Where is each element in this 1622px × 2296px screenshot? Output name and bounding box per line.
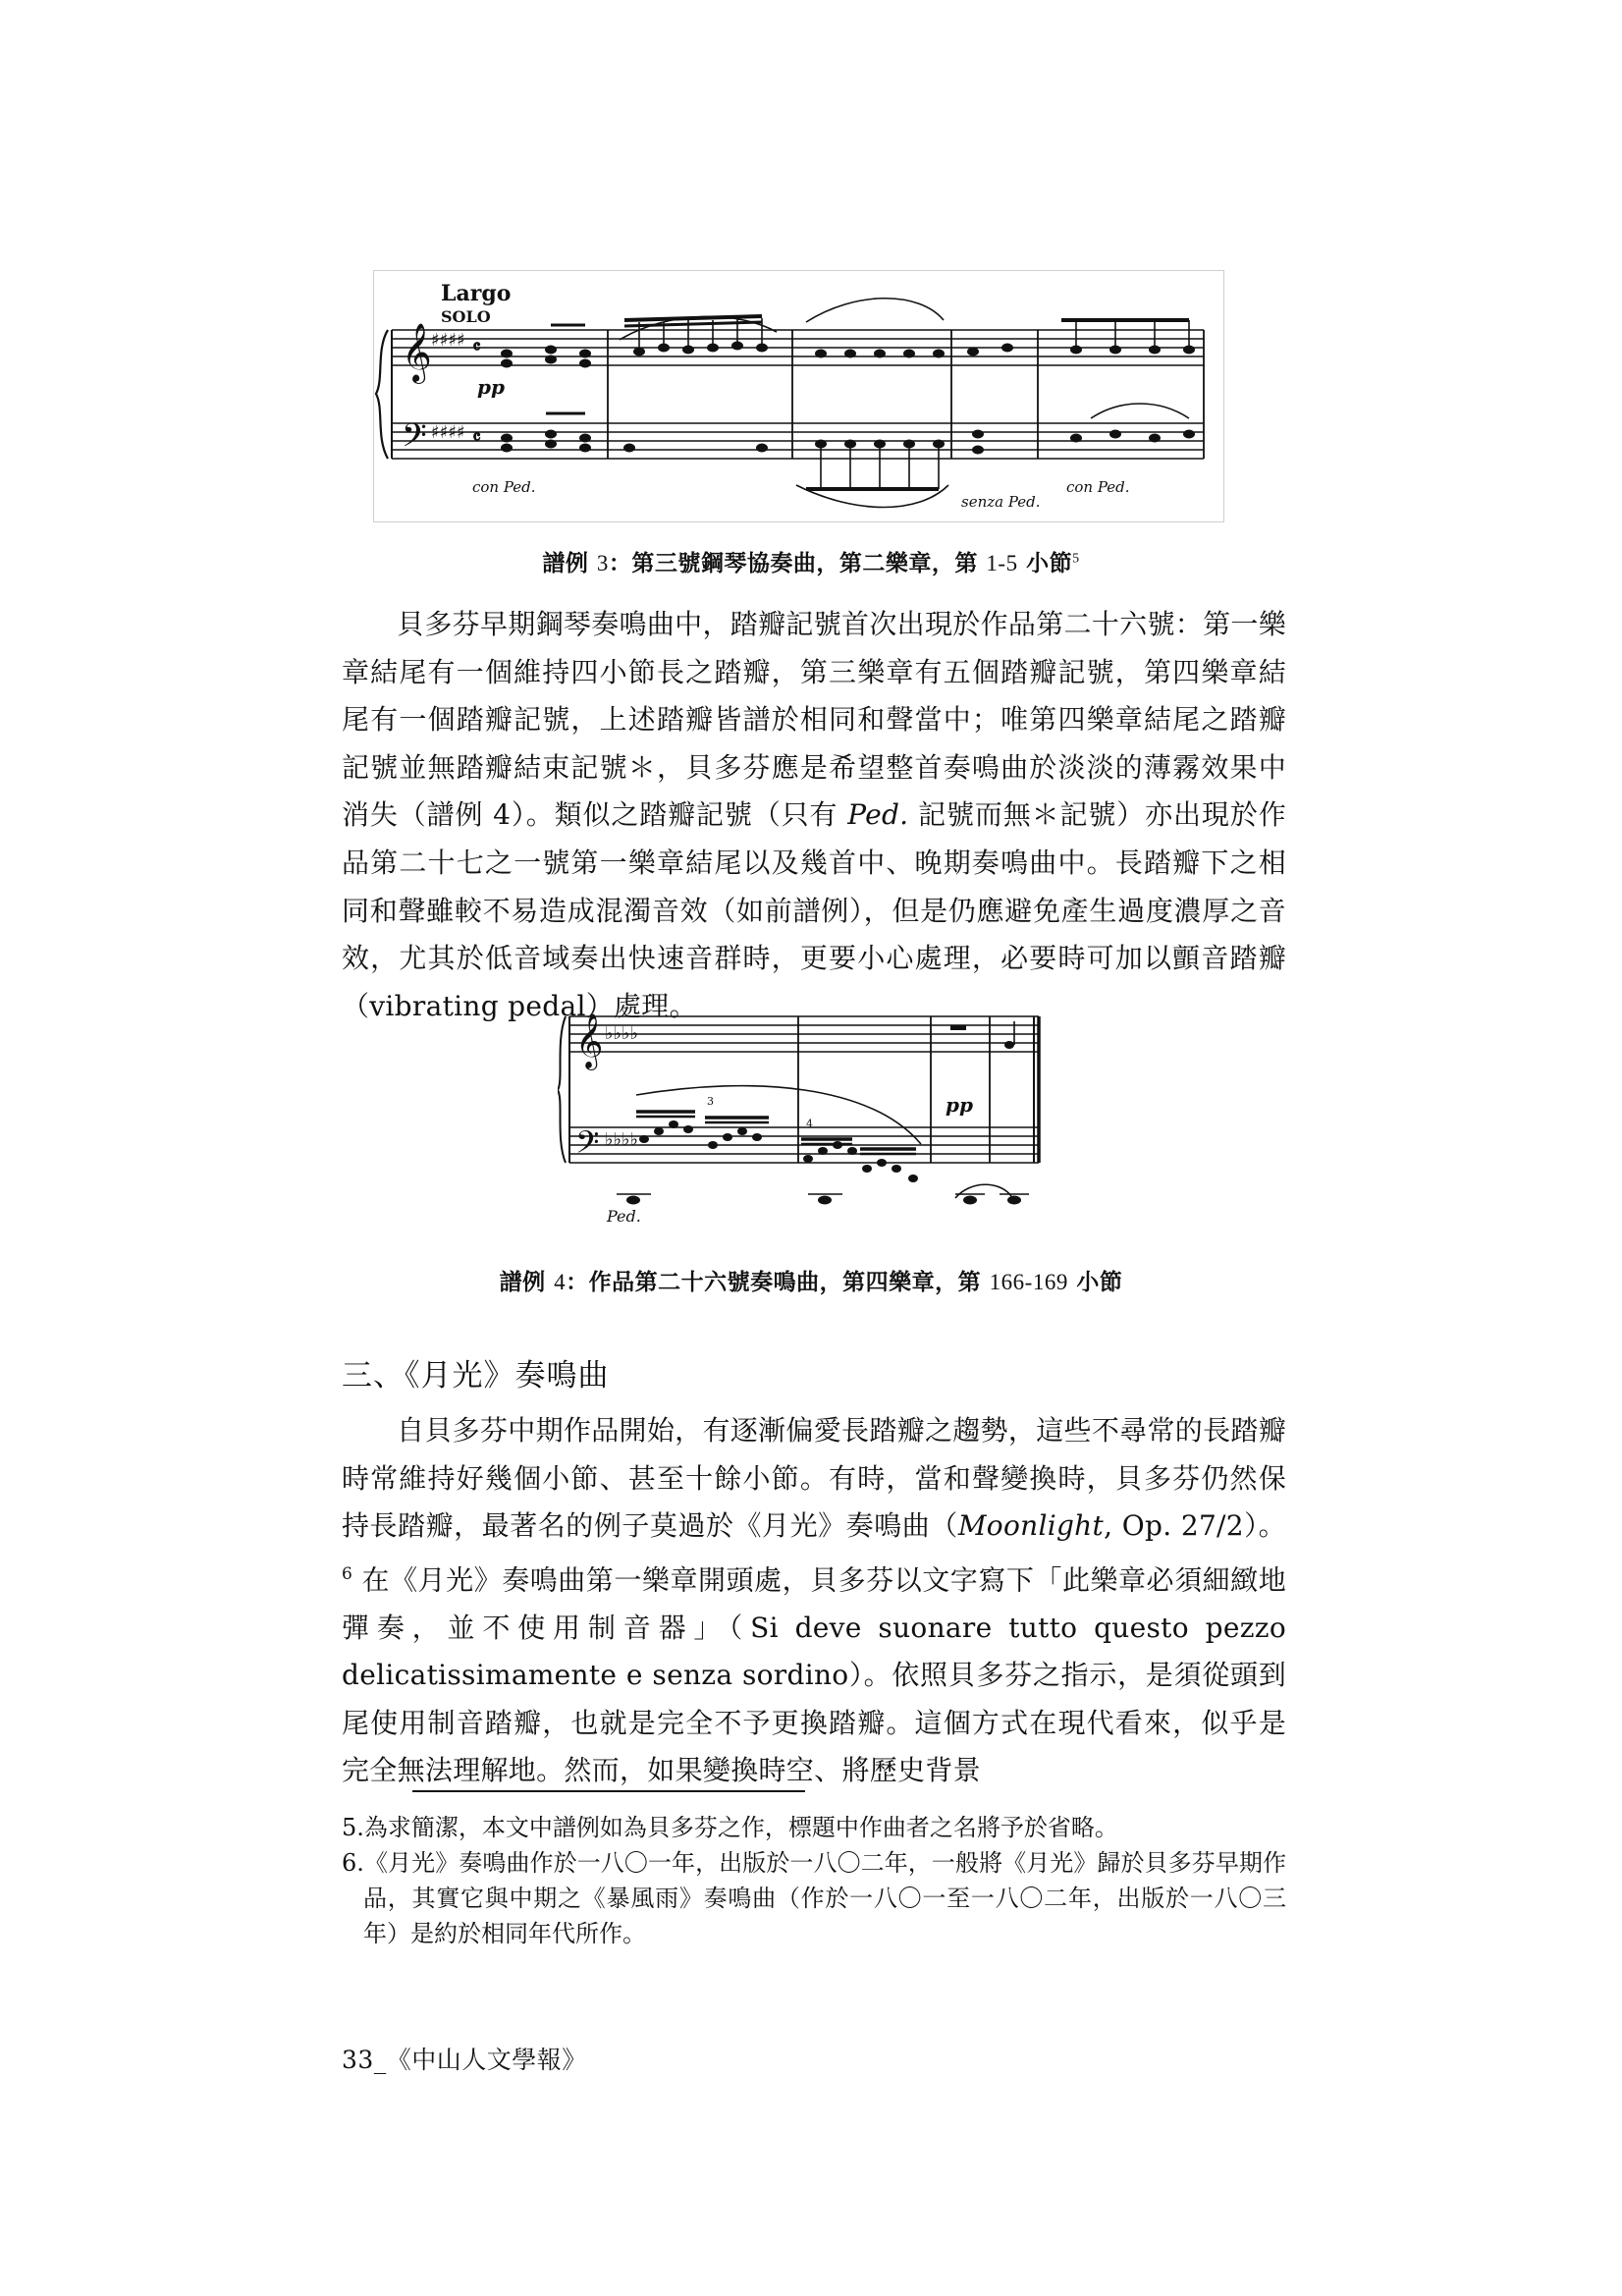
- svg-text:𝄞: 𝄞: [575, 1013, 604, 1068]
- caption-unit: 小節: [1026, 551, 1073, 576]
- footnote-ref: 6: [342, 1563, 353, 1584]
- caption-text: ：第三號鋼琴協奏曲，第二樂章，第: [608, 551, 978, 576]
- work-title: Moonlight: [957, 1509, 1105, 1543]
- caption-label: 譜例: [542, 551, 589, 576]
- score-image-example-4: [558, 1002, 1049, 1228]
- dynamic-marking: pp: [477, 375, 505, 399]
- pedal-term: Ped.: [847, 798, 909, 832]
- paragraph-text: 在《月光》奏鳴曲第一樂章開頭處，貝多芬以文字寫下「此樂章必須細緻地彈奏，並不使用制音器」（Si deve suonare tutto questo pezzo delicatissimamente e senza sordino）。依照貝多芬之指示，是須從頭到尾使用制音踏瓣，也就是完全不予更換踏瓣。這個方式在現代看來，似乎是完全無法理解地。然而，如果變換時空、將歷史背景: [342, 1563, 1286, 1787]
- score-image-example-3: [374, 271, 1223, 521]
- svg-text:♯♯♯♯: ♯♯♯♯: [431, 330, 465, 351]
- svg-text:♯♯♯♯: ♯♯♯♯: [431, 422, 465, 443]
- caption-range: 166-169: [989, 1270, 1068, 1294]
- fingering-1: 3: [707, 1095, 714, 1108]
- footnotes: [342, 1810, 1286, 1951]
- pedal-marking: Ped.: [607, 1207, 641, 1226]
- music-example-4: [558, 1002, 1049, 1228]
- svg-text:♭♭♭♭: ♭♭♭♭: [605, 1129, 638, 1150]
- svg-text:𝄞: 𝄞: [402, 323, 432, 382]
- footnote-divider: [412, 1790, 805, 1792]
- svg-text:𝄴: 𝄴: [472, 425, 481, 449]
- caption-number: 4: [554, 1270, 567, 1294]
- figure-caption-4: [0, 1264, 1622, 1296]
- fingering-2: 4: [806, 1118, 813, 1130]
- section-heading: 三、《月光》奏鳴曲: [342, 1358, 610, 1394]
- footnote-5: 5.為求簡潔，本文中譜例如為貝多芬之作，標題中作曲者之名將予於省略。: [342, 1814, 1118, 1841]
- caption-range: 1-5: [986, 551, 1018, 575]
- caption-unit: 小節: [1076, 1270, 1123, 1295]
- dynamic-marking: pp: [946, 1093, 973, 1117]
- svg-text:𝄢: 𝄢: [575, 1124, 600, 1168]
- footnote-6: 6.《月光》奏鳴曲作於一八〇一年，出版於一八〇二年，一般將《月光》歸於貝多芬早期作品，其實它與中期之《暴風雨》奏鳴曲（作於一八〇一至一八〇二年，出版於一八〇三年）是約於相同年代所作。: [342, 1849, 1286, 1947]
- caption-number: 3: [596, 551, 609, 575]
- paragraph-text: 自貝多芬中期作品開始，有逐漸偏愛長踏瓣之趨勢，這些不尋常的長踏瓣時常維持好幾個小節、甚至十餘小節。有時，當和聲變換時，貝多芬仍然保持長踏瓣，最著名的例子莫過於《月光》奏鳴曲（: [342, 1414, 1286, 1543]
- caption-label: 譜例: [499, 1270, 546, 1295]
- svg-text:𝄢: 𝄢: [402, 417, 427, 463]
- caption-footnote-ref: 5: [1072, 551, 1080, 567]
- paragraph-text: 記號而無＊記號）亦出現於作品第二十七之一號第一樂章結尾以及幾首中、晚期奏鳴曲中。長踏瓣下之相同和聲雖較不易造成混濁音效（如前譜例），但是仍應避免產生過度濃厚之音效，尤其於低音域奏出快速音群時，更要小心處理，必要時可加以顫音踏瓣（vibrating pedal）處理。: [342, 798, 1286, 1022]
- pedal-marking-3: con Ped.: [1066, 478, 1130, 496]
- caption-text: ：作品第二十六號奏鳴曲，第四樂章，第: [566, 1270, 982, 1295]
- paragraph-text: , Op. 27/2）。: [1104, 1509, 1286, 1543]
- svg-text:♭♭♭♭: ♭♭♭♭: [605, 1023, 638, 1044]
- body-paragraph-1: [342, 601, 1286, 1030]
- figure-caption-3: [0, 545, 1622, 577]
- svg-text:𝄴: 𝄴: [472, 335, 481, 358]
- body-paragraph-2: [342, 1407, 1286, 1795]
- page-footer: 33_《中山人文學報》: [342, 2046, 587, 2074]
- paragraph-text: 貝多芬早期鋼琴奏鳴曲中，踏瓣記號首次出現於作品第二十六號：第一樂章結尾有一個維持四小節長之踏瓣，第三樂章有五個踏瓣記號，第四樂章結尾有一個踏瓣記號，上述踏瓣皆譜於相同和聲當中；唯第四樂章結尾之踏瓣記號並無踏瓣結束記號＊，貝多芬應是希望整首奏鳴曲於淡淡的薄霧效果中消失（譜例 4）。類似之踏瓣記號（只有: [342, 608, 1286, 832]
- pedal-marking-2: senza Ped.: [961, 493, 1041, 511]
- solo-marking: SOLO: [441, 307, 491, 326]
- pedal-marking-1: con Ped.: [472, 478, 536, 496]
- music-example-3: [373, 270, 1224, 522]
- tempo-marking: Largo: [441, 281, 512, 306]
